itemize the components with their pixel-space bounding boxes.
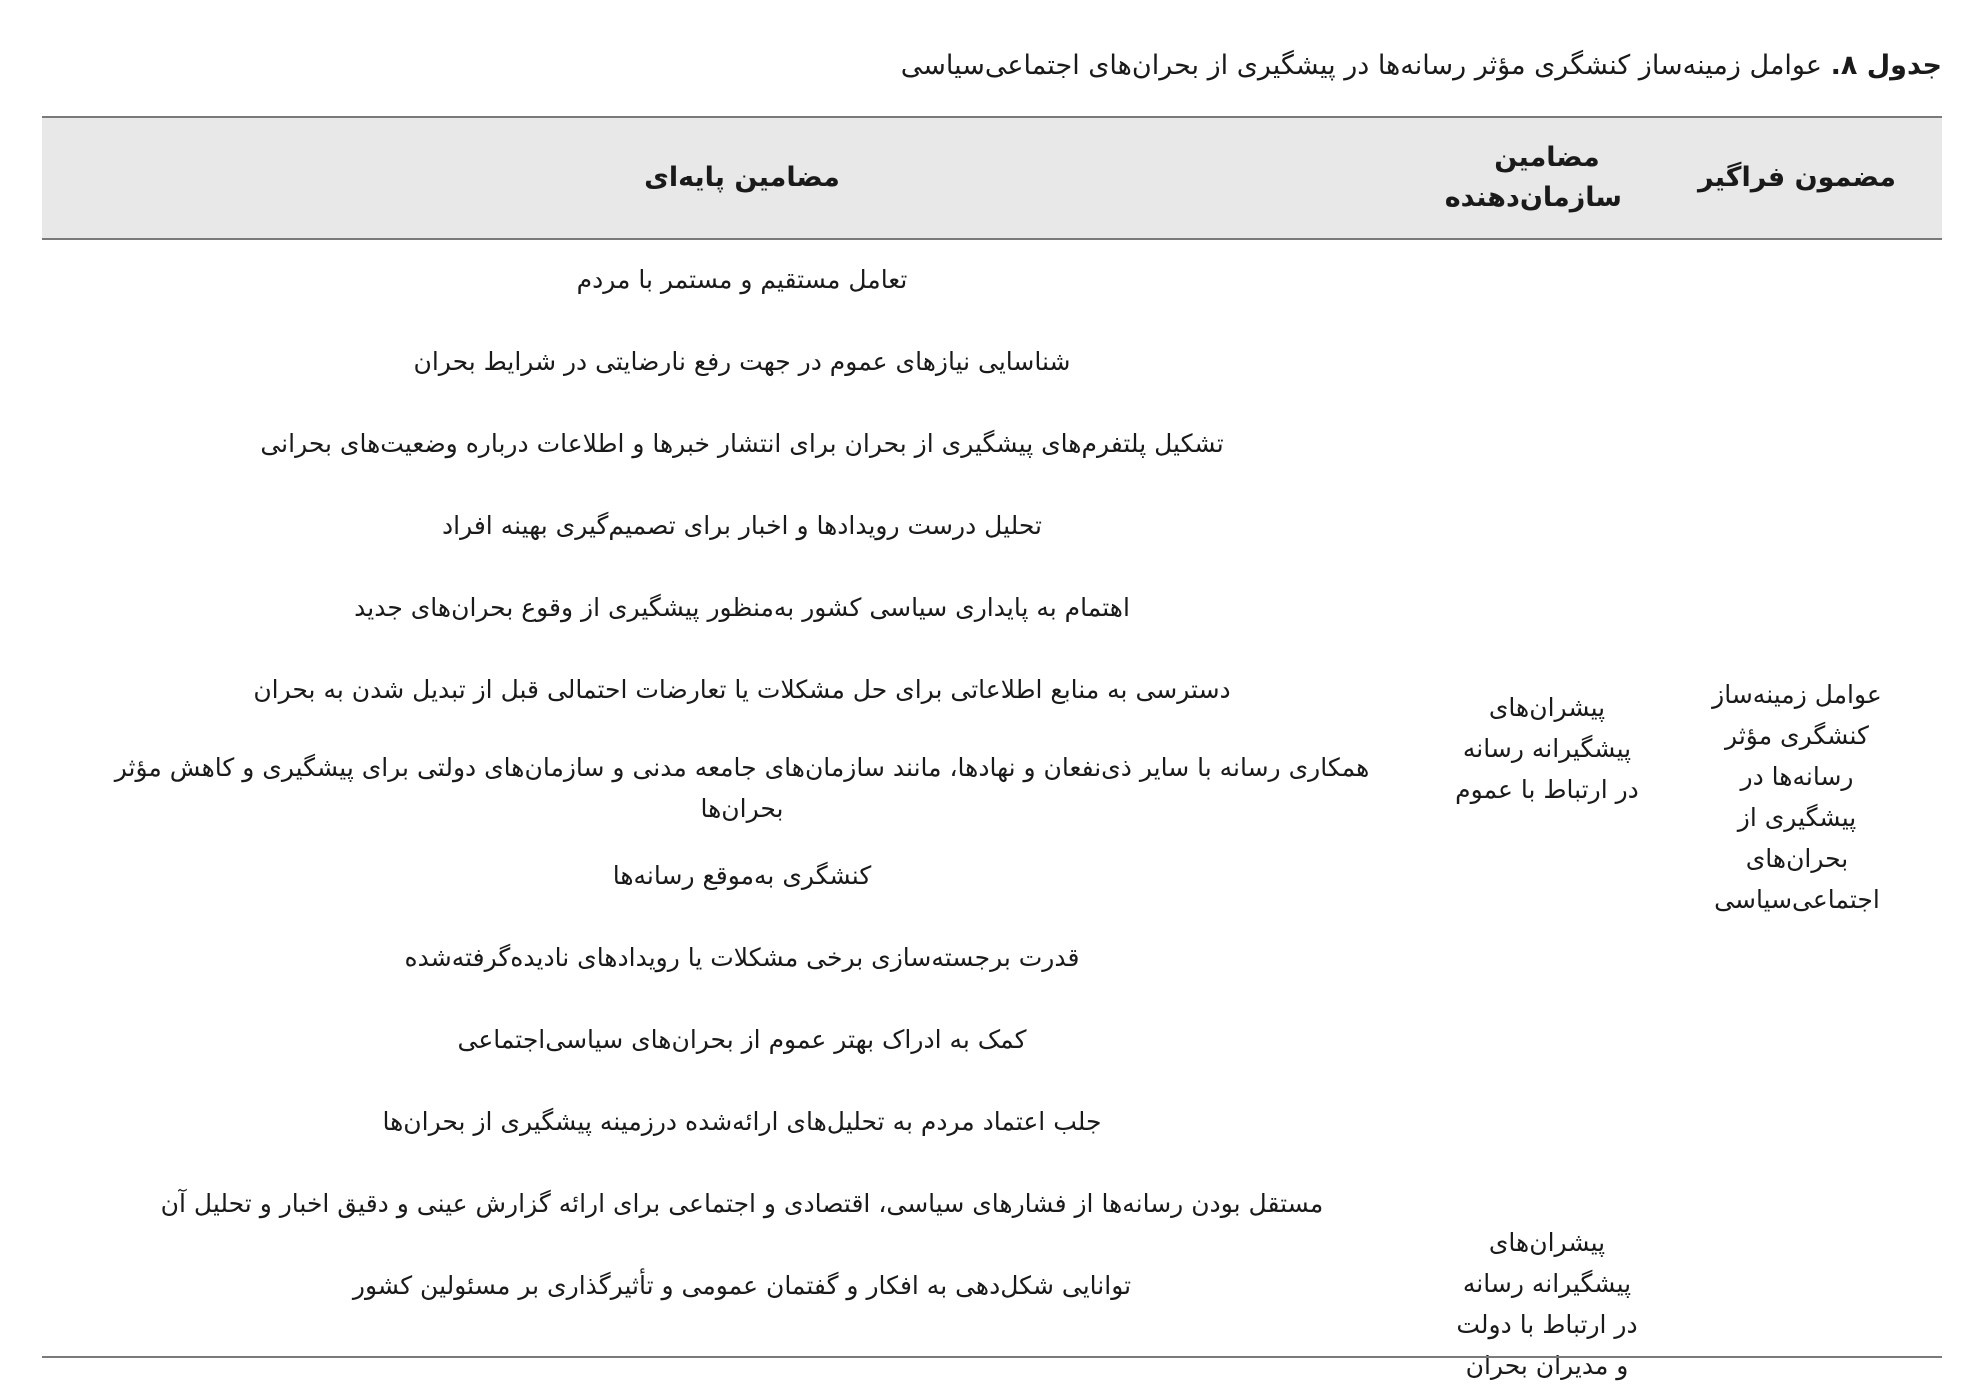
organizing-theme-text: پیشران‌های پیشگیرانه رسانه در ارتباط با دولت و مدیران بحران: [1456, 1228, 1638, 1380]
basic-theme-item: [42, 937, 1442, 978]
organizing-theme-text: پیشران‌های پیشگیرانه رسانه در ارتباط با عموم: [1455, 693, 1639, 804]
basic-theme-item: [42, 423, 1442, 464]
basic-theme-text: تشکیل پلتفرم‌های پیشگیری از بحران برای انتشار خبرها و اطلاعات درباره وضعیت‌های بحرانی: [260, 429, 1224, 458]
header-organizing-themes-label: مضامین سازمان‌دهنده: [1444, 142, 1622, 213]
basic-theme-text: تعامل مستقیم و مستمر با مردم: [576, 265, 908, 294]
basic-theme-text: دسترسی به منابع اطلاعاتی برای حل مشکلات یا تعارضات احتمالی قبل از تبدیل شدن به بحران: [253, 675, 1231, 704]
basic-theme-text: کنشگری به‌موقع رسانه‌ها: [612, 861, 872, 890]
table-bottom-rule: [42, 1356, 1942, 1358]
basic-theme-item: [42, 855, 1442, 896]
basic-theme-item: [42, 669, 1442, 710]
global-theme-cell: [1652, 674, 1942, 920]
header-basic-themes: مضامین پایه‌ای: [644, 162, 840, 193]
basic-theme-item: [42, 1265, 1442, 1306]
organizing-theme-cell: [1442, 687, 1652, 810]
table-body: [42, 240, 1942, 1380]
basic-theme-item: [42, 1019, 1442, 1060]
basic-theme-text: تحلیل درست رویدادها و اخبار برای تصمیم‌گیری بهینه افراد: [441, 511, 1043, 540]
basic-theme-item: [42, 587, 1442, 628]
basic-theme-item: [42, 747, 1442, 829]
basic-theme-item: [42, 341, 1442, 382]
table-caption-label: جدول ۸.: [1830, 50, 1942, 81]
header-global-theme: مضمون فراگیر: [1697, 162, 1897, 193]
basic-theme-text: شناسایی نیازهای عموم در جهت رفع نارضایتی در شرایط بحران: [413, 347, 1071, 376]
basic-theme-text: همکاری رسانه با سایر ذی‌نفعان و نهادها، مانند سازمان‌های جامعه مدنی و سازمان‌های دولتی برای پیشگیری و کاهش مؤثر بحران‌ها: [114, 753, 1370, 823]
basic-theme-item: [42, 505, 1442, 546]
global-theme-text: عوامل زمینه‌ساز کنشگری مؤثر رسانه‌ها در پیشگیری از بحران‌های اجتماعی‌سیاسی: [1712, 680, 1882, 914]
basic-theme-text: اهتمام به پایداری سیاسی کشور به‌منظور پیشگیری از وقوع بحران‌های جدید: [354, 593, 1130, 622]
basic-theme-text: جلب اعتماد مردم به تحلیل‌های ارائه‌شده درزمینه پیشگیری از بحران‌ها: [382, 1107, 1102, 1136]
basic-theme-text: کمک به ادراک بهتر عموم از بحران‌های سیاسی‌اجتماعی: [457, 1025, 1027, 1054]
basic-theme-item: [42, 259, 1442, 300]
basic-theme-text: قدرت برجسته‌سازی برخی مشکلات یا رویدادهای نادیده‌گرفته‌شده: [404, 943, 1080, 972]
basic-theme-item: [42, 1183, 1442, 1224]
themes-table: [42, 116, 1942, 1380]
organizing-theme-cell: [1442, 1222, 1652, 1386]
table-header-row: [42, 116, 1942, 240]
table-caption-text: عوامل زمینه‌ساز کنشگری مؤثر رسانه‌ها در پیشگیری از بحران‌های اجتماعی‌سیاسی: [900, 50, 1831, 81]
basic-theme-item: [42, 1101, 1442, 1142]
table-caption: [36, 46, 1942, 86]
basic-theme-text: مستقل بودن رسانه‌ها از فشارهای سیاسی، اقتصادی و اجتماعی برای ارائه گزارش عینی و دقیق اخبار و تحلیل آن: [160, 1189, 1324, 1218]
header-organizing-themes: [1442, 118, 1652, 238]
basic-theme-text: توانایی شکل‌دهی به افکار و گفتمان عمومی و تأثیرگذاری بر مسئولین کشور: [352, 1271, 1132, 1300]
